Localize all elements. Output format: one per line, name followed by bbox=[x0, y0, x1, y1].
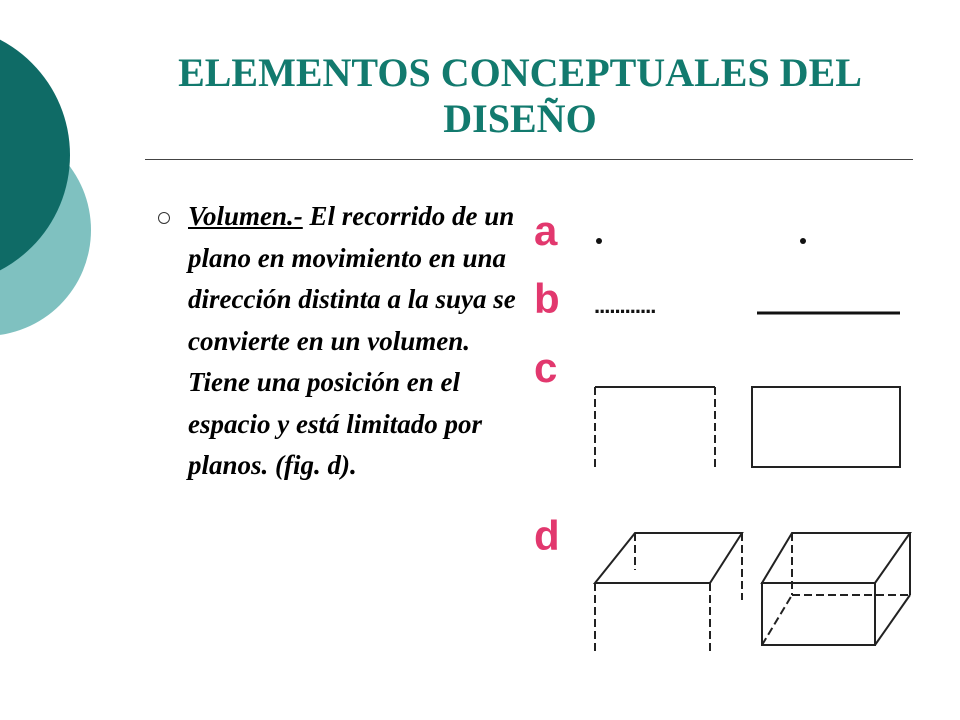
figure-label-d: d bbox=[534, 512, 560, 559]
dotted-line-b: ............ bbox=[594, 293, 656, 318]
conceptual-elements-figure bbox=[520, 195, 920, 655]
point-a1 bbox=[596, 238, 602, 244]
point-a2 bbox=[800, 238, 806, 244]
volume-closed-d bbox=[762, 533, 910, 645]
volume-open-d bbox=[595, 533, 742, 655]
figure-label-b: b bbox=[534, 275, 560, 322]
figure-label-a: a bbox=[534, 207, 558, 254]
bullet-term: Volumen.- bbox=[188, 201, 303, 231]
bullet-body: El recorrido de un plano en movimiento en una dirección distinta a la suya se convierte en un volumen. Tiene una posición en el espacio y está limitado por planos. (fig. d). bbox=[188, 201, 516, 480]
figure-label-c: c bbox=[534, 344, 558, 391]
slide-title: ELEMENTOS CONCEPTUALES DEL DISEÑO bbox=[178, 50, 862, 141]
decorative-circles bbox=[0, 0, 110, 400]
title-divider bbox=[145, 159, 913, 160]
hollow-circle-bullet-icon bbox=[158, 212, 170, 224]
plane-closed-c bbox=[752, 387, 900, 467]
bullet-text bbox=[188, 196, 518, 487]
plane-open-c bbox=[595, 387, 715, 470]
